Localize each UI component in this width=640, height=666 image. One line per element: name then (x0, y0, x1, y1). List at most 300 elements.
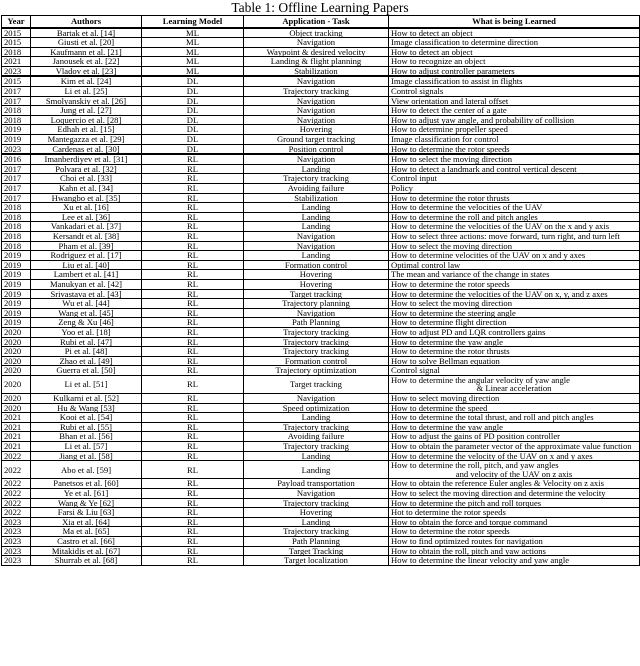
cell-year: 2019 (2, 299, 31, 309)
cell-what-learned: How to determine the yaw angle (389, 422, 640, 432)
cell-what-learned: How to detect the center of a gate (389, 106, 640, 116)
cell-what-learned: How to determine the rotor speeds (389, 279, 640, 289)
table-row (2, 251, 640, 261)
cell-year: 2021 (2, 413, 31, 423)
table-row (2, 28, 640, 38)
cell-learning-model: DL (142, 125, 244, 135)
cell-application-task: Payload transportation (244, 479, 389, 489)
cell-learning-model: RL (142, 260, 244, 270)
cell-learning-model: DL (142, 76, 244, 86)
cell-learning-model: DL (142, 96, 244, 106)
cell-learning-model: RL (142, 327, 244, 337)
cell-what-learned: How to determine the velocities of the UAV on the x and y axis (389, 222, 640, 232)
cell-application-task: Navigation (244, 106, 389, 116)
cell-year: 2023 (2, 517, 31, 527)
cell-year: 2021 (2, 57, 31, 67)
cell-line: How to determine the angular velocity of yaw angle (391, 375, 570, 385)
cell-year: 2023 (2, 527, 31, 537)
cell-learning-model: RL (142, 489, 244, 499)
cell-authors: Manukyan et al. [42] (31, 279, 142, 289)
cell-year: 2023 (2, 144, 31, 154)
cell-application-task: Target localization (244, 556, 389, 566)
cell-learning-model: ML (142, 66, 244, 76)
table-row (2, 222, 640, 232)
cell-learning-model: RL (142, 241, 244, 251)
cell-what-learned: How to select the moving direction (389, 299, 640, 309)
cell-year: 2015 (2, 28, 31, 38)
cell-what-learned: How to select the moving direction (389, 241, 640, 251)
cell-application-task: Navigation (244, 96, 389, 106)
cell-authors: Shurrab et al. [68] (31, 556, 142, 566)
cell-learning-model: ML (142, 47, 244, 57)
cell-year: 2023 (2, 546, 31, 556)
cell-learning-model: RL (142, 451, 244, 461)
cell-what-learned: How to solve Bellman equation (389, 356, 640, 366)
cell-what-learned: Image classification for control (389, 135, 640, 145)
cell-authors: Li et al. [57] (31, 442, 142, 452)
cell-application-task: Object tracking (244, 28, 389, 38)
cell-application-task: Navigation (244, 241, 389, 251)
cell-year: 2017 (2, 184, 31, 194)
header-year: Year (2, 16, 31, 28)
cell-year: 2019 (2, 270, 31, 280)
cell-what-learned: How to determine the rotor thrusts (389, 347, 640, 357)
cell-authors: Farsi & Liu [63] (31, 508, 142, 518)
cell-application-task: Ground target tracking (244, 135, 389, 145)
cell-year: 2019 (2, 251, 31, 261)
cell-application-task: Formation control (244, 356, 389, 366)
cell-what-learned: How to determine propeller speed (389, 125, 640, 135)
cell-application-task: Trajectory tracking (244, 327, 389, 337)
table-row (2, 47, 640, 57)
cell-authors: Loquercio et al. [28] (31, 115, 142, 125)
table-row (2, 260, 640, 270)
cell-learning-model: RL (142, 375, 244, 393)
table-row (2, 164, 640, 174)
cell-what-learned: The mean and variance of the change in states (389, 270, 640, 280)
cell-year: 2023 (2, 556, 31, 566)
cell-what-learned: How to determine the speed (389, 403, 640, 413)
table-row (2, 57, 640, 67)
cell-authors: Guerra et al. [50] (31, 366, 142, 376)
cell-learning-model: RL (142, 184, 244, 194)
table-caption: Table 1: Offline Learning Papers (231, 0, 409, 15)
cell-year: 2019 (2, 135, 31, 145)
cell-application-task: Stabilization (244, 66, 389, 76)
cell-what-learned: How to obtain the roll, pitch and yaw actions (389, 546, 640, 556)
cell-application-task: Landing (244, 222, 389, 232)
cell-year: 2018 (2, 47, 31, 57)
cell-authors: Vankadari et al. [37] (31, 222, 142, 232)
cell-year: 2017 (2, 96, 31, 106)
cell-application-task: Waypoint & desired velocity (244, 47, 389, 57)
cell-learning-model: RL (142, 479, 244, 489)
cell-year: 2017 (2, 193, 31, 203)
cell-authors: Wang et al. [45] (31, 308, 142, 318)
cell-authors: Li et al. [51] (31, 375, 142, 393)
table-row (2, 413, 640, 423)
cell-learning-model: RL (142, 461, 244, 479)
cell-what-learned: How to recognize an object (389, 57, 640, 67)
cell-year: 2018 (2, 106, 31, 116)
cell-application-task: Target Tracking (244, 546, 389, 556)
cell-authors: Janousek et al. [22] (31, 57, 142, 67)
cell-year: 2022 (2, 461, 31, 479)
table-row (2, 517, 640, 527)
cell-year: 2023 (2, 66, 31, 76)
cell-authors: Zhao et al. [49] (31, 356, 142, 366)
table-group (2, 28, 640, 77)
cell-authors: Lambert et al. [41] (31, 270, 142, 280)
cell-learning-model: RL (142, 394, 244, 404)
cell-authors: Polvara et al. [32] (31, 164, 142, 174)
table-row (2, 299, 640, 309)
cell-learning-model: RL (142, 251, 244, 261)
cell-authors: Bartak et al. [14] (31, 28, 142, 38)
header-learning-model: Learning Model (142, 16, 244, 28)
cell-application-task: Stabilization (244, 193, 389, 203)
table-row (2, 489, 640, 499)
cell-application-task: Avoiding failure (244, 184, 389, 194)
cell-year: 2020 (2, 337, 31, 347)
cell-what-learned: How to adjust the gains of PD position controller (389, 432, 640, 442)
table-row (2, 115, 640, 125)
header-row (2, 16, 640, 28)
cell-authors: Smolyanskiy et al. [26] (31, 96, 142, 106)
cell-what-learned: How to obtain the reference Euler angles & Velocity on z axis (389, 479, 640, 489)
cell-year: 2022 (2, 498, 31, 508)
cell-learning-model: RL (142, 154, 244, 164)
cell-what-learned: How to adjust yaw angle, and probability of collision (389, 115, 640, 125)
cell-learning-model: RL (142, 299, 244, 309)
cell-what-learned: How to determine the steering angle (389, 308, 640, 318)
table-group (2, 154, 640, 565)
cell-what-learned: How to detect an object (389, 28, 640, 38)
cell-authors: Xia et al. [64] (31, 517, 142, 527)
cell-learning-model: DL (142, 115, 244, 125)
cell-application-task: Trajectory optimization (244, 366, 389, 376)
cell-application-task: Trajectory tracking (244, 422, 389, 432)
cell-application-task: Trajectory tracking (244, 347, 389, 357)
cell-learning-model: RL (142, 517, 244, 527)
cell-learning-model: RL (142, 527, 244, 537)
table-row (2, 422, 640, 432)
cell-what-learned: How to detect a landmark and control vertical descent (389, 164, 640, 174)
cell-year: 2019 (2, 279, 31, 289)
cell-application-task: Landing (244, 251, 389, 261)
cell-authors: Jiang et al. [58] (31, 451, 142, 461)
cell-learning-model: RL (142, 203, 244, 213)
table-row (2, 318, 640, 328)
cell-authors: Rubi et al. [47] (31, 337, 142, 347)
cell-year: 2018 (2, 212, 31, 222)
cell-authors: Cardenas et al. [30] (31, 144, 142, 154)
table-row (2, 546, 640, 556)
cell-authors: Hu & Wang [53] (31, 403, 142, 413)
table-row (2, 347, 640, 357)
table-row (2, 76, 640, 86)
cell-application-task: Position control (244, 144, 389, 154)
cell-authors: Choi et al. [33] (31, 174, 142, 184)
table-row (2, 96, 640, 106)
cell-what-learned: Image classification to determine direction (389, 38, 640, 48)
paper-page (1, 0, 639, 566)
cell-authors: Imanberdiyev et al. [31] (31, 154, 142, 164)
table-row (2, 212, 640, 222)
cell-learning-model: RL (142, 164, 244, 174)
table-row (2, 498, 640, 508)
cell-what-learned: How to determine flight direction (389, 318, 640, 328)
cell-authors: Bhan et al. [56] (31, 432, 142, 442)
cell-authors: Kooi et al. [54] (31, 413, 142, 423)
cell-authors: Mitakidis et al. [67] (31, 546, 142, 556)
cell-learning-model: RL (142, 318, 244, 328)
cell-what-learned: How to adjust PD and LQR controllers gains (389, 327, 640, 337)
cell-authors: Yoo et al. [18] (31, 327, 142, 337)
cell-authors: Pham et al. [39] (31, 241, 142, 251)
cell-learning-model: RL (142, 337, 244, 347)
cell-authors: Castro et al. [66] (31, 536, 142, 546)
cell-authors: Liu et al. [40] (31, 260, 142, 270)
cell-authors: Wu et al. [44] (31, 299, 142, 309)
cell-application-task: Landing (244, 203, 389, 213)
table-row (2, 308, 640, 318)
cell-application-task: Trajectory tracking (244, 87, 389, 97)
cell-what-learned: Optimal control law (389, 260, 640, 270)
table-row (2, 241, 640, 251)
table-row (2, 508, 640, 518)
cell-learning-model: RL (142, 536, 244, 546)
cell-application-task: Trajectory tracking (244, 527, 389, 537)
cell-what-learned: Policy (389, 184, 640, 194)
cell-what-learned: How to select moving direction (389, 394, 640, 404)
table-row (2, 270, 640, 280)
cell-learning-model: RL (142, 222, 244, 232)
cell-authors: Ye et al. [61] (31, 489, 142, 499)
cell-application-task: Hovering (244, 508, 389, 518)
cell-application-task: Trajectory tracking (244, 498, 389, 508)
cell-application-task: Navigation (244, 394, 389, 404)
cell-year: 2020 (2, 403, 31, 413)
cell-learning-model: RL (142, 546, 244, 556)
table-row (2, 536, 640, 546)
table-row (2, 366, 640, 376)
table-row (2, 38, 640, 48)
header-what-learned: What is being Learned (389, 16, 640, 28)
table-row (2, 87, 640, 97)
cell-what-learned: How to adjust controller parameters (389, 66, 640, 76)
cell-application-task: Avoiding failure (244, 432, 389, 442)
cell-year: 2023 (2, 536, 31, 546)
cell-authors: Panetsos et al. [60] (31, 479, 142, 489)
cell-authors: Kersandt et al. [38] (31, 231, 142, 241)
cell-application-task: Trajectory tracking (244, 442, 389, 452)
table-row (2, 289, 640, 299)
cell-year: 2018 (2, 231, 31, 241)
cell-what-learned: Hot to determine the rotor speeds (389, 508, 640, 518)
cell-year: 2020 (2, 366, 31, 376)
cell-what-learned: Control signals (389, 87, 640, 97)
cell-authors: Kulkarni et al. [52] (31, 394, 142, 404)
table-row (2, 231, 640, 241)
cell-year: 2018 (2, 115, 31, 125)
cell-authors: Wang & Ye [62] (31, 498, 142, 508)
cell-line: and velocity of the UAV on z axis (455, 468, 573, 479)
cell-application-task: Path Planning (244, 536, 389, 546)
cell-year: 2015 (2, 76, 31, 86)
cell-what-learned: How to obtain the parameter vector of the approximate value function (389, 442, 640, 452)
table-group (2, 76, 640, 154)
cell-authors: Abo et al. [59] (31, 461, 142, 479)
cell-learning-model: RL (142, 174, 244, 184)
cell-line: How to determine the roll, pitch, and yaw angles (391, 460, 559, 471)
offline-learning-table (1, 15, 640, 566)
cell-application-task: Landing (244, 212, 389, 222)
cell-learning-model: RL (142, 422, 244, 432)
cell-learning-model: RL (142, 413, 244, 423)
cell-year: 2021 (2, 442, 31, 452)
cell-learning-model: ML (142, 28, 244, 38)
cell-authors: Rodriguez et al. [17] (31, 251, 142, 261)
cell-learning-model: RL (142, 556, 244, 566)
cell-learning-model: RL (142, 270, 244, 280)
cell-authors: Giusti et al. [20] (31, 38, 142, 48)
cell-what-learned: How to determine the velocities of the UAV (389, 203, 640, 213)
cell-application-task: Hovering (244, 125, 389, 135)
cell-what-learned (389, 375, 640, 393)
cell-what-learned (389, 461, 640, 479)
cell-year: 2019 (2, 125, 31, 135)
header-application-task: Application - Task (244, 16, 389, 28)
cell-learning-model: RL (142, 498, 244, 508)
cell-learning-model: RL (142, 212, 244, 222)
cell-application-task: Landing (244, 517, 389, 527)
cell-authors: Hwangbo et al. [35] (31, 193, 142, 203)
table-row (2, 106, 640, 116)
table-row (2, 193, 640, 203)
cell-what-learned: How to determine the rotor speeds (389, 527, 640, 537)
cell-what-learned: How to determine the roll and pitch angles (389, 212, 640, 222)
cell-year: 2019 (2, 308, 31, 318)
cell-application-task: Hovering (244, 270, 389, 280)
cell-authors: Kim et al. [24] (31, 76, 142, 86)
cell-application-task: Landing & flight planning (244, 57, 389, 67)
cell-authors: Jung et al. [27] (31, 106, 142, 116)
cell-what-learned: How to obtain the force and torque command (389, 517, 640, 527)
table-row (2, 461, 640, 479)
cell-application-task: Target tracking (244, 289, 389, 299)
cell-application-task: Trajectory planning (244, 299, 389, 309)
cell-authors: Kahn et al. [34] (31, 184, 142, 194)
cell-application-task: Navigation (244, 38, 389, 48)
cell-application-task: Navigation (244, 489, 389, 499)
cell-application-task: Target tracking (244, 375, 389, 393)
cell-year: 2017 (2, 87, 31, 97)
cell-year: 2020 (2, 375, 31, 393)
cell-year: 2018 (2, 203, 31, 213)
table-row (2, 125, 640, 135)
table-row (2, 174, 640, 184)
cell-learning-model: ML (142, 57, 244, 67)
cell-what-learned: How to determine the velocities of the UAV on x, y, and z axes (389, 289, 640, 299)
cell-learning-model: RL (142, 289, 244, 299)
cell-application-task: Speed optimization (244, 403, 389, 413)
cell-authors: Kaufmann et al. [21] (31, 47, 142, 57)
table-row (2, 527, 640, 537)
cell-year: 2022 (2, 508, 31, 518)
cell-what-learned: Image classification to assist in flights (389, 76, 640, 86)
cell-authors: Pi et al. [48] (31, 347, 142, 357)
cell-what-learned: View orientation and lateral offset (389, 96, 640, 106)
cell-application-task: Landing (244, 461, 389, 479)
cell-what-learned: How to determine the velocity of the UAV on x and y axes (389, 451, 640, 461)
cell-year: 2022 (2, 451, 31, 461)
table-row (2, 479, 640, 489)
cell-what-learned: Control signal (389, 366, 640, 376)
cell-application-task: Trajectory tracking (244, 174, 389, 184)
cell-year: 2015 (2, 38, 31, 48)
cell-learning-model: RL (142, 508, 244, 518)
cell-authors: Edhah et al. [15] (31, 125, 142, 135)
cell-year: 2019 (2, 260, 31, 270)
cell-what-learned: How to detect an object (389, 47, 640, 57)
cell-what-learned: How to determine the yaw angle (389, 337, 640, 347)
table-row (2, 375, 640, 393)
cell-learning-model: DL (142, 106, 244, 116)
cell-learning-model: DL (142, 144, 244, 154)
table-row (2, 451, 640, 461)
cell-what-learned: How to select the moving direction and determine the velocity (389, 489, 640, 499)
cell-application-task: Hovering (244, 279, 389, 289)
cell-what-learned: How to determine velocities of the UAV on x and y axes (389, 251, 640, 261)
cell-year: 2020 (2, 347, 31, 357)
cell-year: 2021 (2, 422, 31, 432)
cell-year: 2019 (2, 318, 31, 328)
cell-application-task: Path Planning (244, 318, 389, 328)
table-row (2, 337, 640, 347)
cell-year: 2019 (2, 289, 31, 299)
cell-application-task: Navigation (244, 231, 389, 241)
cell-authors: Vladov et al. [23] (31, 66, 142, 76)
cell-year: 2018 (2, 241, 31, 251)
cell-authors: Zeng & Xu [46] (31, 318, 142, 328)
cell-learning-model: DL (142, 135, 244, 145)
cell-year: 2016 (2, 154, 31, 164)
cell-learning-model: RL (142, 193, 244, 203)
cell-learning-model: RL (142, 442, 244, 452)
cell-what-learned: How to determine the rotor speeds (389, 144, 640, 154)
table-row (2, 154, 640, 164)
table-header (2, 16, 640, 28)
cell-application-task: Trajectory tracking (244, 337, 389, 347)
cell-application-task: Navigation (244, 76, 389, 86)
table-row (2, 279, 640, 289)
cell-what-learned: Control input (389, 174, 640, 184)
cell-year: 2017 (2, 174, 31, 184)
cell-learning-model: RL (142, 308, 244, 318)
cell-learning-model: RL (142, 347, 244, 357)
table-row (2, 432, 640, 442)
table-row (2, 356, 640, 366)
cell-what-learned: How to select three actions: move forward, turn right, and turn left (389, 231, 640, 241)
table-row (2, 203, 640, 213)
cell-year: 2022 (2, 479, 31, 489)
cell-learning-model: ML (142, 38, 244, 48)
table-row (2, 442, 640, 452)
cell-learning-model: RL (142, 231, 244, 241)
cell-application-task: Landing (244, 413, 389, 423)
cell-authors: Ma et al. [65] (31, 527, 142, 537)
